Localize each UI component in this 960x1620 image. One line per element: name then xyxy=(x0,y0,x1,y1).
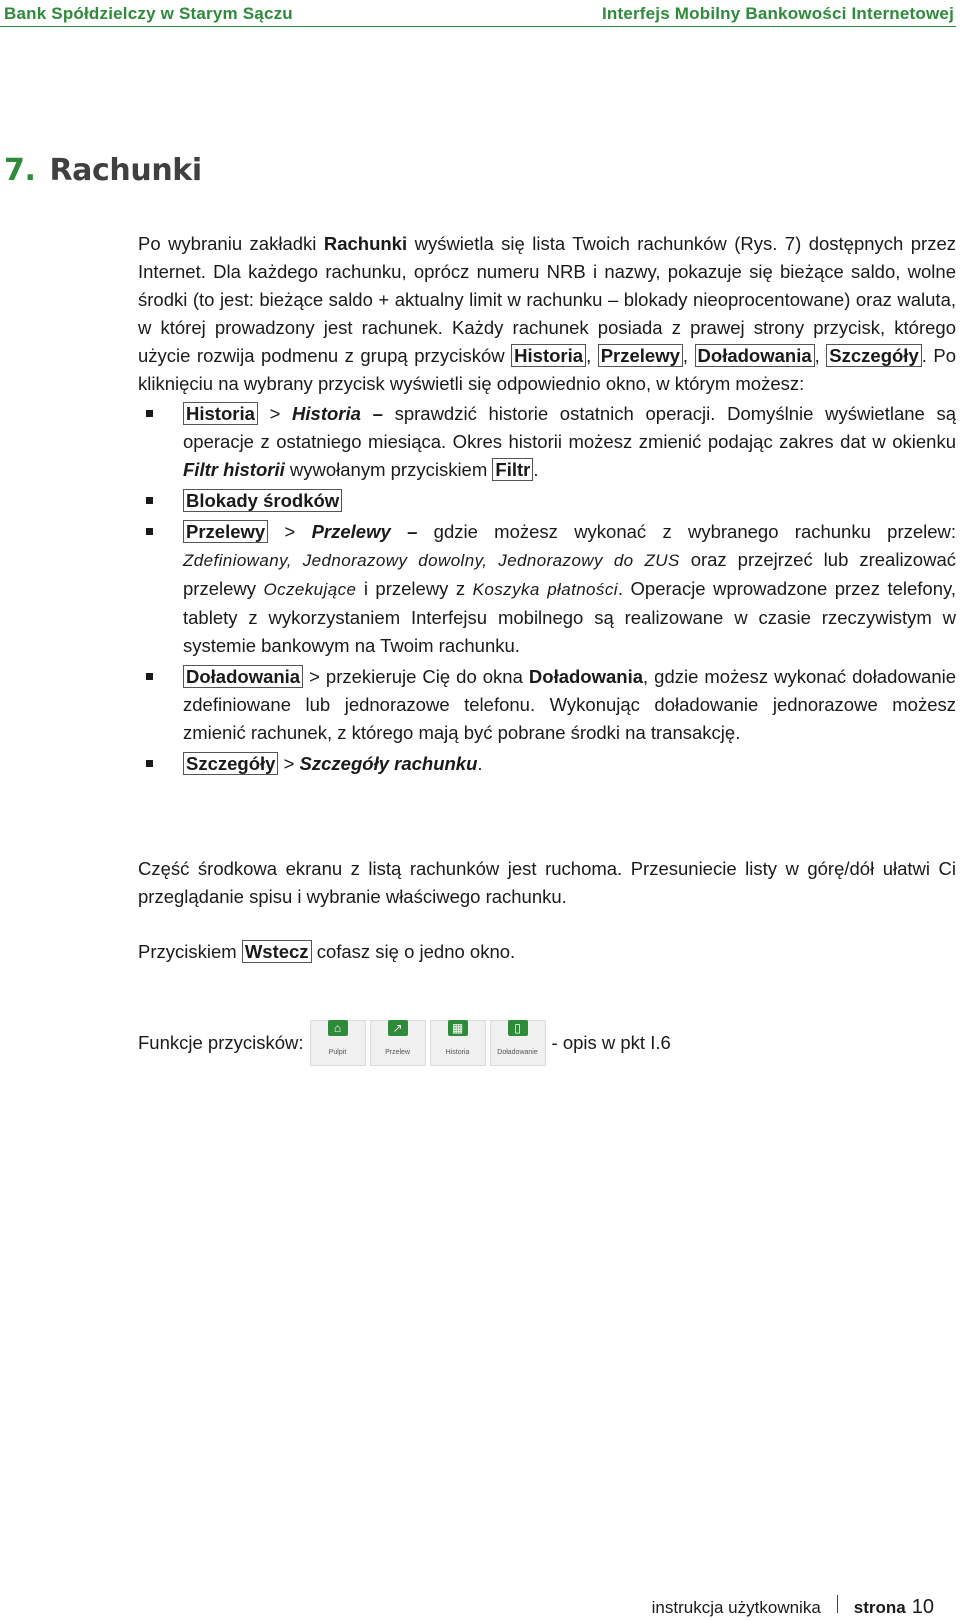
functions-paragraph xyxy=(138,1020,956,1066)
szczegoly-button-ref: Szczegóły xyxy=(183,752,278,775)
pulpit-tile xyxy=(310,1020,366,1066)
doladowania-text-1: > przekieruje Cię do okna xyxy=(309,666,523,687)
doladowania-button-ref: Doładowania xyxy=(695,344,815,367)
doladowania-button-ref: Doładowania xyxy=(183,665,303,688)
strona-label: strona xyxy=(853,1598,906,1617)
przelewy-text-3: i przelewy z xyxy=(363,578,466,599)
filtr-historii-italic: Filtr historii xyxy=(183,459,285,480)
footer-divider xyxy=(837,1595,838,1613)
arrow-text: > xyxy=(269,403,281,424)
chapter-title: Rachunki xyxy=(49,153,202,188)
page-header xyxy=(0,0,956,27)
chapter-number: 7. xyxy=(4,153,36,188)
footer-page xyxy=(854,1596,934,1619)
list-item-historia xyxy=(138,400,956,484)
historia-text-2: wywołanym przyciskiem xyxy=(289,459,488,480)
middle-section xyxy=(138,855,956,911)
historia-label: Historia xyxy=(445,1048,470,1056)
pulpit-label: Pulpit xyxy=(328,1048,347,1056)
intro-paragraph: Po wybraniu zakładki Rachunki wyświetla się lista Twoich rachunków (Rys. 7) dostępnych przez Internet. Dla każdego rachunku, oprócz numeru NRB i nazwy, pokazuje się bieżące saldo, wolne środki (to jest: bieżące saldo + aktualny limit w rachunku – blokady nieoprocentowane) oraz waluta, w której prowadzony jest rachunek. Każdy rachunek posiada z prawej strony przycisk, którego użycie rozwija podmenu z grupą przycisków Historia , Przelewy , Doładowania , Szczegóły . Po kliknięciu na wybrany przycisk wyświetli się odpowiednio okno, w którym możesz: xyxy=(138,233,957,394)
chapter-heading xyxy=(4,153,202,188)
functions-label: Funkcje przycisków: xyxy=(138,1032,304,1053)
intro-text-1: Po wybraniu zakładki xyxy=(138,233,317,254)
doladowanie-tile xyxy=(490,1020,546,1066)
list-item-przelewy xyxy=(138,518,956,660)
historia-button-ref: Historia xyxy=(511,344,586,367)
transfer-icon: ↗ xyxy=(388,1020,408,1036)
szczegoly-button-ref: Szczegóły xyxy=(826,344,921,367)
dash: – xyxy=(407,521,418,542)
filtr-button-ref: Filtr xyxy=(492,458,533,481)
intro-text-3: . Po kliknięciu na wybrany przycisk wyświetli się odpowiednio okno, w którym możesz: xyxy=(138,345,957,394)
blokady-button-ref: Blokady środków xyxy=(183,489,342,512)
middle-paragraph: Część środkowa ekranu z listą rachunków jest ruchoma. Przesuniecie listy w górę/dół ułatwi Ci przeglądanie spisu i wybranie właściwego rachunku. xyxy=(138,858,956,907)
function-icons xyxy=(310,1020,546,1066)
back-text-1: Przyciskiem xyxy=(138,941,237,962)
intro-section xyxy=(138,230,956,781)
przelew-tile xyxy=(370,1020,426,1066)
przelewy-button-ref: Przelewy xyxy=(598,344,683,367)
list-item-doladowania xyxy=(138,663,956,747)
oczekujace-term: Oczekujące xyxy=(263,580,357,599)
footer-doc-label: instrukcja użytkownika xyxy=(651,1598,821,1617)
arrow-text: > xyxy=(284,521,296,542)
historia-tile xyxy=(430,1020,486,1066)
dash: – xyxy=(372,403,383,424)
list-item-szczegoly xyxy=(138,750,956,778)
historia-italic: Historia xyxy=(292,403,361,424)
arrow-text: > xyxy=(283,753,295,774)
transfer-types: Zdefiniowany, Jednorazowy dowolny, Jednorazowy do ZUS xyxy=(183,551,680,570)
calendar-icon: ▦ xyxy=(448,1020,468,1036)
period: . xyxy=(477,753,483,774)
functions-suffix: - opis w pkt I.6 xyxy=(551,1032,671,1053)
rachunki-term: Rachunki xyxy=(323,233,408,254)
list-item-blokady xyxy=(138,487,956,515)
przelewy-italic: Przelewy xyxy=(311,521,391,542)
bank-name: Bank Spółdzielczy w Starym Sączu xyxy=(4,4,293,23)
intro-text-2: wyświetla się lista Twoich rachunków (Rys. 7) dostępnych przez Internet. Dla każdego rachunku, oprócz numeru NRB i nazwy, pokazuje się bieżące saldo, wolne środki (to jest: bieżące saldo + aktualny limit w rachunku – blokady nieoprocentowane) oraz waluta, w której prowadzony jest rachunek. Każdy rachunek posiada z prawej strony przycisk, którego użycie rozwija podmenu z grupą przycisków xyxy=(138,233,957,366)
przelewy-text-1: gdzie możesz wykonać z wybranego rachunku przelew: xyxy=(433,521,957,542)
options-list xyxy=(138,400,956,778)
szczegoly-italic: Szczegóły rachunku xyxy=(299,753,478,774)
page-footer xyxy=(652,1595,934,1619)
back-text-2: cofasz się o jedno okno. xyxy=(316,941,516,962)
przelewy-text-2: oraz przejrzeć lub zrealizować przelewy xyxy=(183,549,956,599)
historia-text-1: sprawdzić historie ostatnich operacji. Domyślnie wyświetlane są operacje z ostatniego miesiąca. Okres historii możesz zmienić podając zakres dat w okienku xyxy=(183,403,957,452)
phone-icon: ▯ xyxy=(508,1020,528,1036)
period: . xyxy=(533,459,539,480)
przelewy-button-ref: Przelewy xyxy=(183,520,268,543)
przelewy-text-4: . Operacje wprowadzone przez telefony, tablety z wykorzystaniem Interfejsu mobilnego są realizowane w czasie rzeczywistym w systemie bankowym na Twoim rachunku. xyxy=(183,578,957,656)
wstecz-button-ref: Wstecz xyxy=(242,940,312,963)
back-section xyxy=(138,938,956,966)
koszyk-term: Koszyka płatności xyxy=(472,580,618,599)
historia-button-ref: Historia xyxy=(183,402,258,425)
doladowanie-label: Doładowanie xyxy=(497,1048,538,1056)
doladowania-bold: Doładowania xyxy=(528,666,644,687)
back-paragraph xyxy=(138,938,956,966)
page-number: 10 xyxy=(911,1596,934,1618)
doladowania-text-2: , gdzie możesz wykonać doładowanie zdefiniowane lub jednorazowe telefonu. Wykonując doładowanie jednorazowe możesz zmienić rachunek, z którego mają być pobrane środki na transakcję. xyxy=(183,666,957,743)
functions-section xyxy=(138,1020,956,1066)
przelew-label: Przelew xyxy=(385,1048,410,1056)
document-title: Interfejs Mobilny Bankowości Internetowej xyxy=(601,4,954,23)
home-icon: ⌂ xyxy=(328,1020,348,1036)
